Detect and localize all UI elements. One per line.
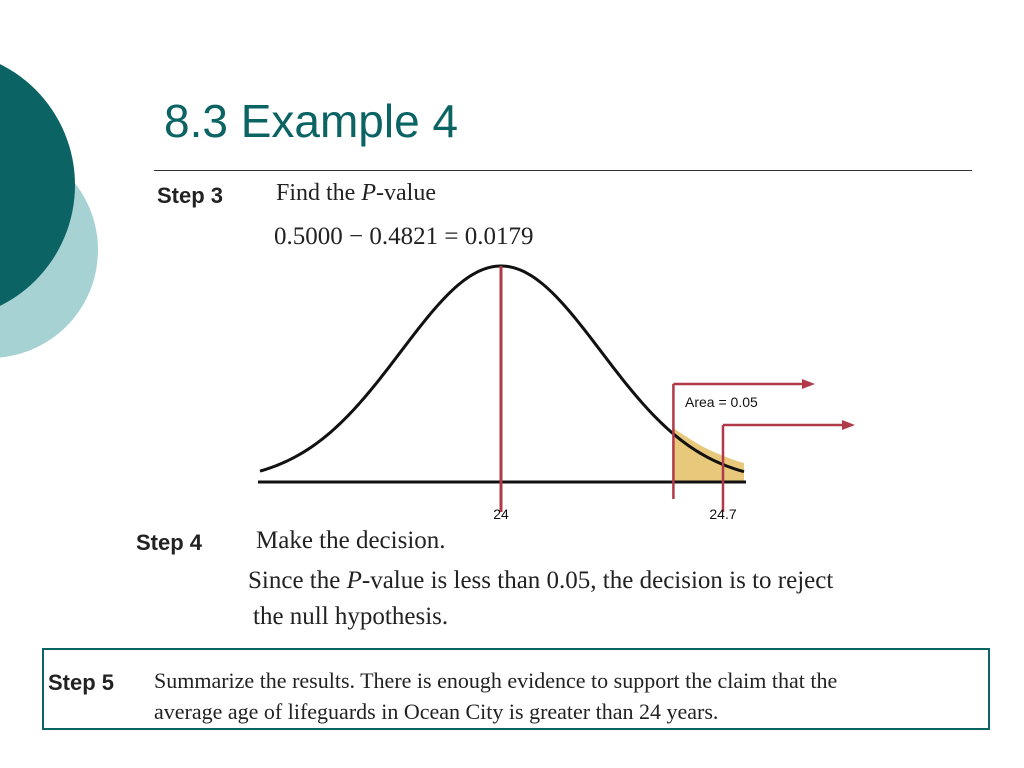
step4-line1-pre: Since the (248, 567, 347, 594)
area-label: Area = 0.05 (685, 394, 758, 410)
value-arrowhead (842, 420, 855, 430)
tick-value-label: 24.7 (709, 506, 737, 522)
step3-heading-post: -value (376, 180, 436, 206)
step3-label: Step 3 (157, 183, 224, 208)
step4-line1-post: -value is less than 0.05, the decision is to reject (361, 567, 834, 594)
title-divider (154, 170, 972, 171)
decorative-circles (0, 0, 110, 400)
step4-line1 (248, 567, 833, 595)
step5-line1: Summarize the results. There is enough evidence to support the claim that the (154, 668, 838, 693)
step3-heading-italic: P (361, 180, 377, 206)
normal-curve-figure (250, 250, 870, 525)
page-title: 8.3 Example 4 (164, 95, 459, 147)
tick-mean-label: 24 (493, 506, 509, 522)
step3-heading-pre: Find the (276, 180, 362, 206)
step5-line2: average age of lifeguards in Ocean City is greater than 24 years. (154, 699, 719, 724)
area-arrowhead (802, 379, 815, 389)
step3-equation: 0.5000 − 0.4821 = 0.0179 (274, 223, 534, 250)
step5-label: Step 5 (48, 670, 115, 695)
step3-heading (276, 180, 436, 207)
step4-line2: the null hypothesis. (253, 603, 449, 630)
step4-label: Step 4 (136, 530, 203, 555)
right-tail-area (673, 428, 744, 483)
step4-line1-italic: P (346, 567, 362, 594)
step4-heading: Make the decision. (256, 527, 446, 554)
